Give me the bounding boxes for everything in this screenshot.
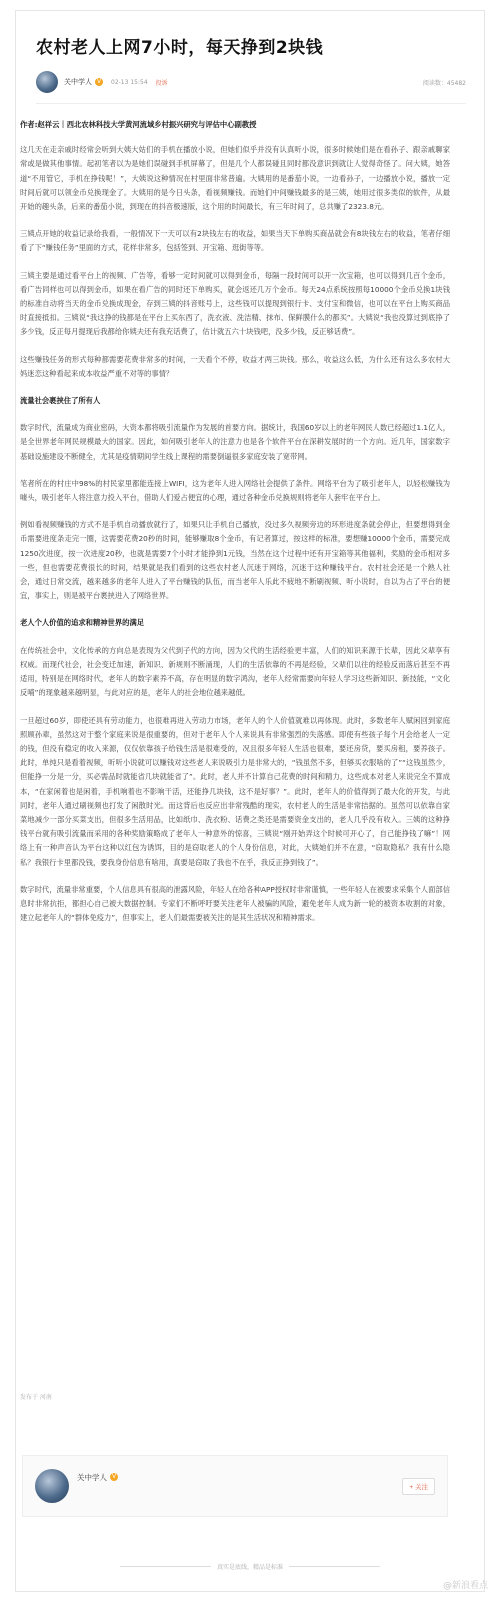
report-link[interactable]: 投诉 xyxy=(155,79,168,87)
article-title: 农村老人上网7小时，每天挣到2块钱 xyxy=(36,38,324,58)
publish-location: 发布于 河南 xyxy=(20,1394,52,1401)
publish-time: 02-13 15:54 xyxy=(111,78,148,86)
article-paragraph: 这几天在走亲戚时经常会听到大姨大姑们的手机在播放小说，但她们似乎并没有认真听小说，很多时候她们是在看孙子、跟亲戚聊家常或是做其他事情。起初笔者以为是她们误碰到手机屏幕了，但是几个人都误碰且同时都没意识到就让人觉得奇怪了。问大姨，她答道“不用管它，手机在挣钱呢！”，大姨说这种情况在村里面非常普遍。大姨用的是番茄小说，一边看孙子，一边播放小说，播放一定时间后就可以领金币兑换现金了。大姨用的是今日头条，看视频赚钱。而她们中间赚钱最多的是三姨，她用过很多类似的软件，从最开始的趣头条，后来的番茄小说，到现在的抖音极速版，这个用的时间最长，有三年时间了，总共赚了2323.8元。 xyxy=(20,145,450,212)
read-count: 阅读数：45482 xyxy=(422,79,466,87)
author-byline: 作者:赵祥云｜西北农林科技大学黄河流域乡村振兴研究与评估中心副教授 xyxy=(20,120,257,129)
footer-divider-left xyxy=(120,1566,211,1567)
footer-text: 真实是底线，精品是标准 xyxy=(217,1564,284,1571)
author-card-avatar[interactable] xyxy=(35,1469,69,1503)
article-meta xyxy=(36,69,466,95)
meta-divider xyxy=(36,103,466,104)
article-body xyxy=(20,118,450,938)
author-card-name[interactable]: 关中学人 xyxy=(77,1472,107,1482)
author-card-verified-icon: V xyxy=(111,1473,117,1480)
article-paragraph: 三姨主要是通过看平台上的视频、广告等，看够一定时间就可以得到金币，每隔一段时间可以开一次宝箱，也可以得到几百个金币，看广告同样也可以得到金币，如果在看广告的同时还下单购买，就会返还几万个金币。每天24点系统按照每10000个金币兑换1块钱的标准自动将当天的金币兑换成现金，存到三姨的抖音账号上，这些钱可以提现到银行卡、支付宝和微信，也可以在平台上购买商品时直接抵扣。三姨说“我这挣的钱都是在平台上买东西了，洗衣液、洗洁精、抹布、保鲜膜什么的都买”。大姨说“我也没算过到底挣了多少钱，反正每月提现后我都给你姨夫还有我充话费了，估计就五六十块钱吧，没多少钱，反正够话费”。 xyxy=(20,270,450,337)
article-paragraph: 笔者所在的村庄中98%的村民家里都能连接上WIFI，这为老年人进入网络社会提供了条件。网络平台为了吸引老年人，以轻松赚钱为噱头，吸引老年人将注意力投入平台，借助人们爱占便宜的心理，通过各种金币兑换规则将老年人套牢在平台上。 xyxy=(20,478,450,503)
article-paragraph: 三姨点开她的收益记录给我看，一般情况下一天可以有2块钱左右的收益，如果当天下单购买商品就会有8块钱左右的收益，笔者仔细看了下“赚钱任务”里面的方式，花样非常多，包括签到、开宝箱、逛街等等。 xyxy=(20,229,450,253)
article-paragraph: 在传统社会中，文化传承的方向总是表现为父代到子代的方向，因为父代的生活经验更丰富，人们的知识来源于长辈，因此父辈享有权威。而现代社会，社会变迁加速，新知识、新规则不断涌现，人们的生活依靠的不再是经验，父辈们以往的经验反而落后甚至不再适用，特别是在网络时代，老年人的数字素养不高，存在明显的数字鸿沟，老年人经常需要向年轻人学习这些新知识、新技能，“文化反哺”的现象越来越明显，与此对应的是，老年人的社会地位越来越低。 xyxy=(20,645,450,698)
article-paragraph: 数字时代，流量非常重要，个人信息具有很高的泄露风险，年轻人在给各种APP授权时非常谨慎，一些年轻人在被要求采集个人面部信息时非常抗拒，都担心自己被大数据控制。专家们不断呼吁要关注老年人被骗的风险，避免老年人成为新一轮的被资本收割的对象，建立起老年人的“群体免疫力”，但事实上，老人们最需要被关注的是其生活状况和精神需求。 xyxy=(20,884,450,923)
article-paragraph: 例如看视频赚钱的方式不是手机自动播放就行了，如果只让手机自己播放，没过多久视频旁边的环形进度条就会停止，但要想得到金币需要进度条走完一圈，这需要花费20秒的时间，能够赚取8个金币，有记者算过，按这样的标准，要想赚10000个金币，需要完成1250次进度，按一次进度20秒，也就是需要7个小时才能挣到1元钱，当然在这个过程中还有开宝箱等其他福利，奖励的金币相对多一些，但也需要花费很长的时间，结果就是我们看到的这些农村老人沉迷于网络，沉迷于这种赚钱平台。农村社会还是一个熟人社会，通过日常交流，越来越多的老年人进入了平台赚钱的队伍，而当老年人乐此不疲地不断刷视频、听小说时，自以为占了平台的便宜，事实上，则是被平台裹挟进入了网络世界。 xyxy=(20,520,450,601)
section-heading: 流量社会裹挟住了所有人 xyxy=(20,396,101,406)
article-paragraph: 一旦超过60岁，即使还具有劳动能力，也很难再进入劳动力市场，老年人的个人价值就难以再体现。此时，多数老年人赋闲回到家庭照顾孙辈，虽然这对于整个家庭来说是很重要的，但对于老年人个人来说具有非常强烈的失落感。即使有些孩子每个月会给老人一定的钱，但没有稳定的收入来源，仅仅依靠孩子给钱生活是很难受的，况且很多年轻人生活也很难，要还房贷，要买房租，要养孩子。此时，单纯只是看着视频，听听小说就可以赚钱对这些老人来说吸引力是非常大的，“钱虽然不多，但够买衣服啥的了”“这钱虽然少，但能挣一分是一分，买必需品时就能省几块就能省了”。此时，老人并不计算自己花费的时间和精力，这些成本对老人来说完全不算成本，“在家闲着也是闲着，手机响着也不影响干活，还能挣几块钱，这不是好事？”。此时，老年人的价值得到了最大化的开发，与此同时，老年人通过刷视频也打发了闲散时光。而这背后也反应出非常残酷的现实，农村老人的生活是非常拮据的。虽然可以依靠自家菜地减少一部分买菜支出，但很多生活用品，比如纸巾、洗衣粉、话费之类还是需要资金支出的，老人几乎没有收入。三姨的这种挣钱平台就有吸引流量而采用的各种奖励策略成了老年人一种意外的惊喜，三姨说“刚开始弄这个时候可开心了，自己能挣钱了嘛”！网络上有一种声音认为平台这种以红包为诱饵，目的是窃取老人的个人身份信息，对此，大姨她们并不在意，“窃取隐私？我有什么隐私？我银行卡里都没钱，要我身份信息有啥用，真要是窃取了我也不在乎，我反正挣到钱了”。 xyxy=(20,715,450,867)
article-paragraph: 这些赚钱任务的形式每种都需要花费非常多的时间，一天看个不停，收益才两三块钱。那么，收益这么低，为什么还有这么多农村大妈迷恋这种看起来成本收益严重不对等的事情？ xyxy=(20,354,450,378)
author-avatar[interactable] xyxy=(36,71,58,93)
footer-divider-right xyxy=(289,1566,380,1567)
author-name[interactable]: 关中学人 xyxy=(64,78,92,86)
section-heading: 老人个人价值的追求和精神世界的满足 xyxy=(20,618,145,628)
footer-slogan xyxy=(120,1562,380,1571)
article-paragraph: 数字时代，流量成为商业密码，大资本都将吸引流量作为发展的首要方向。据统计，我国60岁以上的老年网民人数已经超过1.1亿人，是全世界老年网民规模最大的国家。因此，如何吸引老年人的注意力也是各个软件平台在深耕发展时的一个方向。近几年，国家数字基础设施建设不断健全，尤其是疫情期间学生线上课程的需要倒逼很多家庭安装了宽带网。 xyxy=(20,423,450,461)
verified-icon: V xyxy=(96,78,102,85)
follow-button[interactable]: + 关注 xyxy=(402,1478,435,1495)
author-card xyxy=(22,1455,448,1517)
site-watermark: @新浪看点 xyxy=(442,1581,488,1591)
